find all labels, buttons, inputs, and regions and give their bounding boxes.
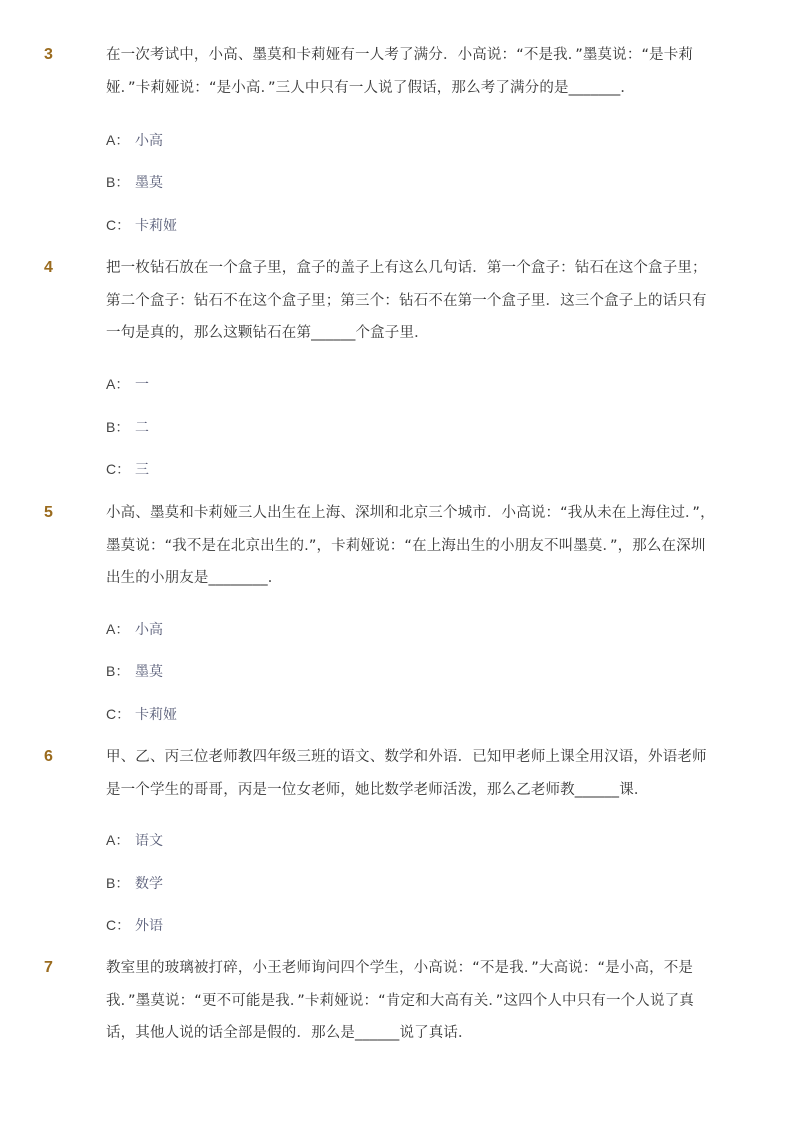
option-key: B： xyxy=(106,663,130,679)
question-number: 6 xyxy=(44,748,53,765)
option-text: 一 xyxy=(135,377,149,393)
question-number: 7 xyxy=(44,959,53,976)
option-key: C： xyxy=(106,217,131,233)
question-6-option-b[interactable] xyxy=(106,872,163,894)
question-text: 甲、乙、丙三位老师教四年级三班的语文、数学和外语．已知甲老师上课全用汉语，外语老师是一个学生的哥哥，丙是一位女老师，她比数学老师活泼，那么乙老师教______课． xyxy=(106,749,707,798)
question-3-option-c[interactable] xyxy=(106,214,177,236)
option-key: B： xyxy=(106,174,130,190)
question-text: 在一次考试中，小高、墨莫和卡莉娅有一人考了满分．小高说：“不是我．”墨莫说：“是卡莉娅．”卡莉娅说：“是小高．”三人中只有一人说了假话，那么考了满分的是_______． xyxy=(106,47,694,96)
option-text: 卡莉娅 xyxy=(135,707,177,723)
question-text: 教室里的玻璃被打碎，小王老师询问四个学生，小高说：“不是我．”大高说：“是小高，不是我．”墨莫说：“更不可能是我．”卡莉娅说：“肯定和大高有关．”这四个人中只有一个人说了真话，其他人说的话全部是假的．那么是______说了真话． xyxy=(106,960,694,1041)
option-text: 卡莉娅 xyxy=(135,218,177,234)
question-number: 3 xyxy=(44,46,53,63)
option-text: 小高 xyxy=(135,622,163,638)
question-5-option-a[interactable] xyxy=(106,618,163,640)
option-key: A： xyxy=(106,832,130,848)
option-key: B： xyxy=(106,875,130,891)
question-text: 把一枚钻石放在一个盒子里，盒子的盖子上有这么几句话．第一个盒子：钻石在这个盒子里；第二个盒子：钻石不在这个盒子里；第三个：钻石不在第一个盒子里．这三个盒子上的话只有一句是真的，那么这颗钻石在第______个盒子里． xyxy=(106,260,707,341)
option-key: A： xyxy=(106,621,130,637)
question-5-option-b[interactable] xyxy=(106,660,163,682)
option-key: B： xyxy=(106,419,130,435)
question-4-option-c[interactable] xyxy=(106,458,149,480)
option-key: C： xyxy=(106,461,131,477)
question-text: 小高、墨莫和卡莉娅三人出生在上海、深圳和北京三个城市．小高说：“我从未在上海住过．”，墨莫说：“我不是在北京出生的.”，卡莉娅说：“在上海出生的小朋友不叫墨莫．”，那么在深圳出生的小朋友是________． xyxy=(106,505,715,586)
option-text: 数学 xyxy=(135,876,163,892)
question-4-option-a[interactable] xyxy=(106,373,149,395)
question-5-option-c[interactable] xyxy=(106,703,177,725)
option-text: 墨莫 xyxy=(135,664,163,680)
option-key: A： xyxy=(106,376,130,392)
question-4-option-b[interactable] xyxy=(106,416,149,438)
question-3-option-a[interactable] xyxy=(106,129,163,151)
option-text: 外语 xyxy=(135,918,163,934)
option-key: A： xyxy=(106,132,130,148)
option-text: 语文 xyxy=(135,833,163,849)
option-key: C： xyxy=(106,917,131,933)
option-text: 二 xyxy=(135,420,149,436)
option-key: C： xyxy=(106,706,131,722)
question-6-option-a[interactable] xyxy=(106,829,163,851)
question-number: 4 xyxy=(44,259,53,276)
question-3-option-b[interactable] xyxy=(106,171,163,193)
option-text: 三 xyxy=(135,462,149,478)
question-number: 5 xyxy=(44,504,53,521)
question-6-option-c[interactable] xyxy=(106,914,163,936)
option-text: 小高 xyxy=(135,133,163,149)
option-text: 墨莫 xyxy=(135,175,163,191)
